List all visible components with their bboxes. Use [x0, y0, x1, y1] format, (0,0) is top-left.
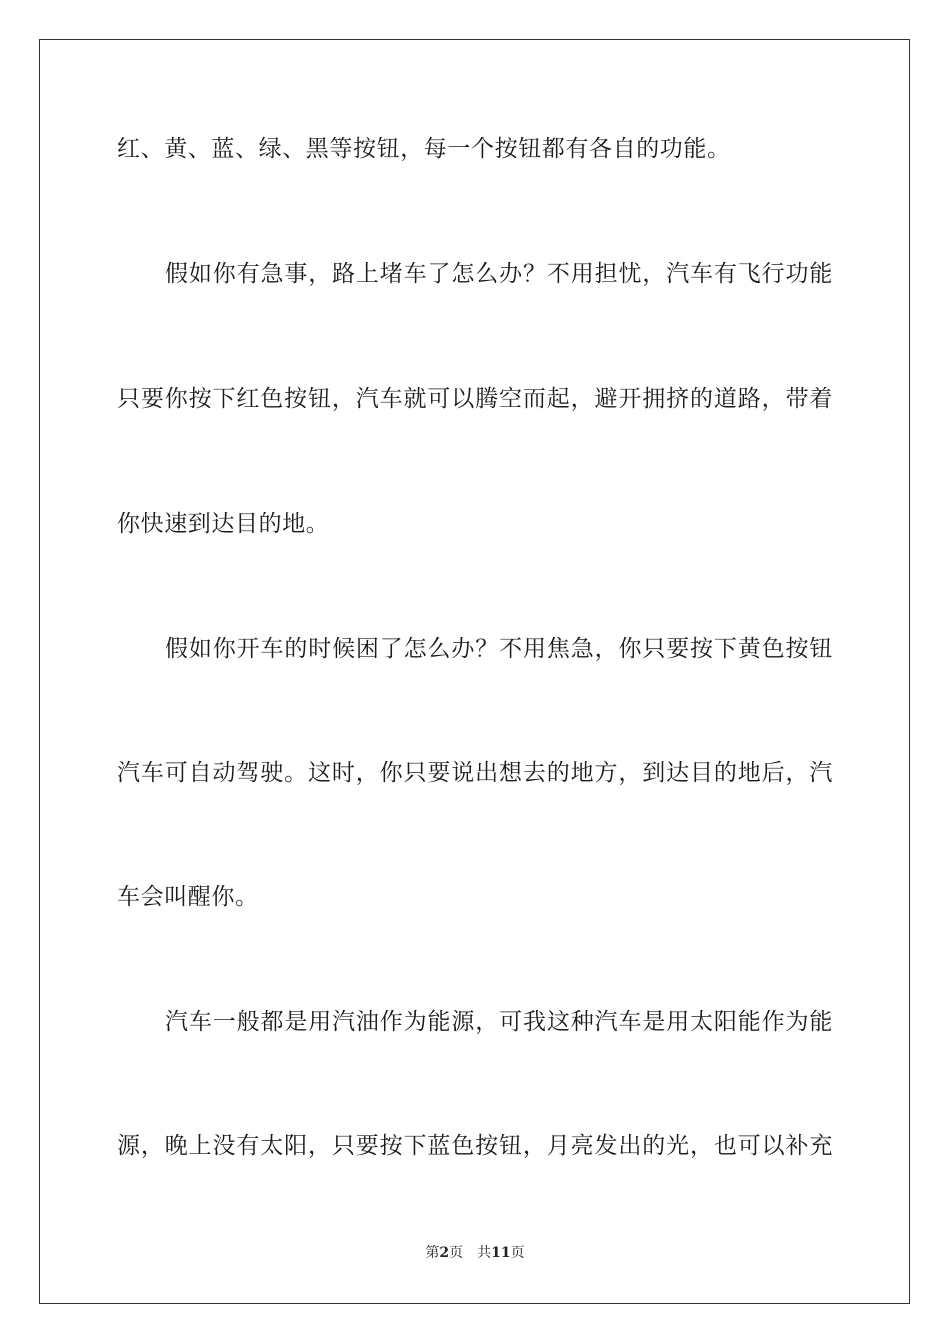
- text-line-6: 汽车可自动驾驶。这时，你只要说出想去的地方，到达目的地后，汽: [117, 760, 833, 786]
- page-number: 2: [439, 1245, 450, 1261]
- text-line-2: 假如你有急事，路上堵车了怎么办？不用担忧，汽车有飞行功能: [165, 261, 833, 287]
- page-suffix: 页: [449, 1245, 464, 1261]
- text-line-3: 只要你按下红色按钮，汽车就可以腾空而起，避开拥挤的道路，带着: [117, 386, 833, 412]
- text-line-8: 汽车一般都是用汽油作为能源，可我这种汽车是用太阳能作为能: [165, 1009, 833, 1035]
- text-line-1: 红、黄、蓝、绿、黑等按钮，每一个按钮都有各自的功能。: [117, 136, 731, 162]
- total-pages: 11: [491, 1245, 511, 1261]
- page-border: [39, 39, 910, 1304]
- text-line-5: 假如你开车的时候困了怎么办？不用焦急，你只要按下黄色按钮: [165, 636, 833, 662]
- page-prefix: 第: [425, 1245, 440, 1261]
- text-line-7: 车会叫醒你。: [117, 884, 259, 910]
- text-line-9: 源，晚上没有太阳，只要按下蓝色按钮，月亮发出的光，也可以补充: [117, 1133, 833, 1159]
- total-suffix: 页: [510, 1245, 525, 1261]
- total-prefix: 共: [477, 1245, 492, 1261]
- page-footer: [0, 1244, 950, 1262]
- text-line-4: 你快速到达目的地。: [117, 511, 330, 537]
